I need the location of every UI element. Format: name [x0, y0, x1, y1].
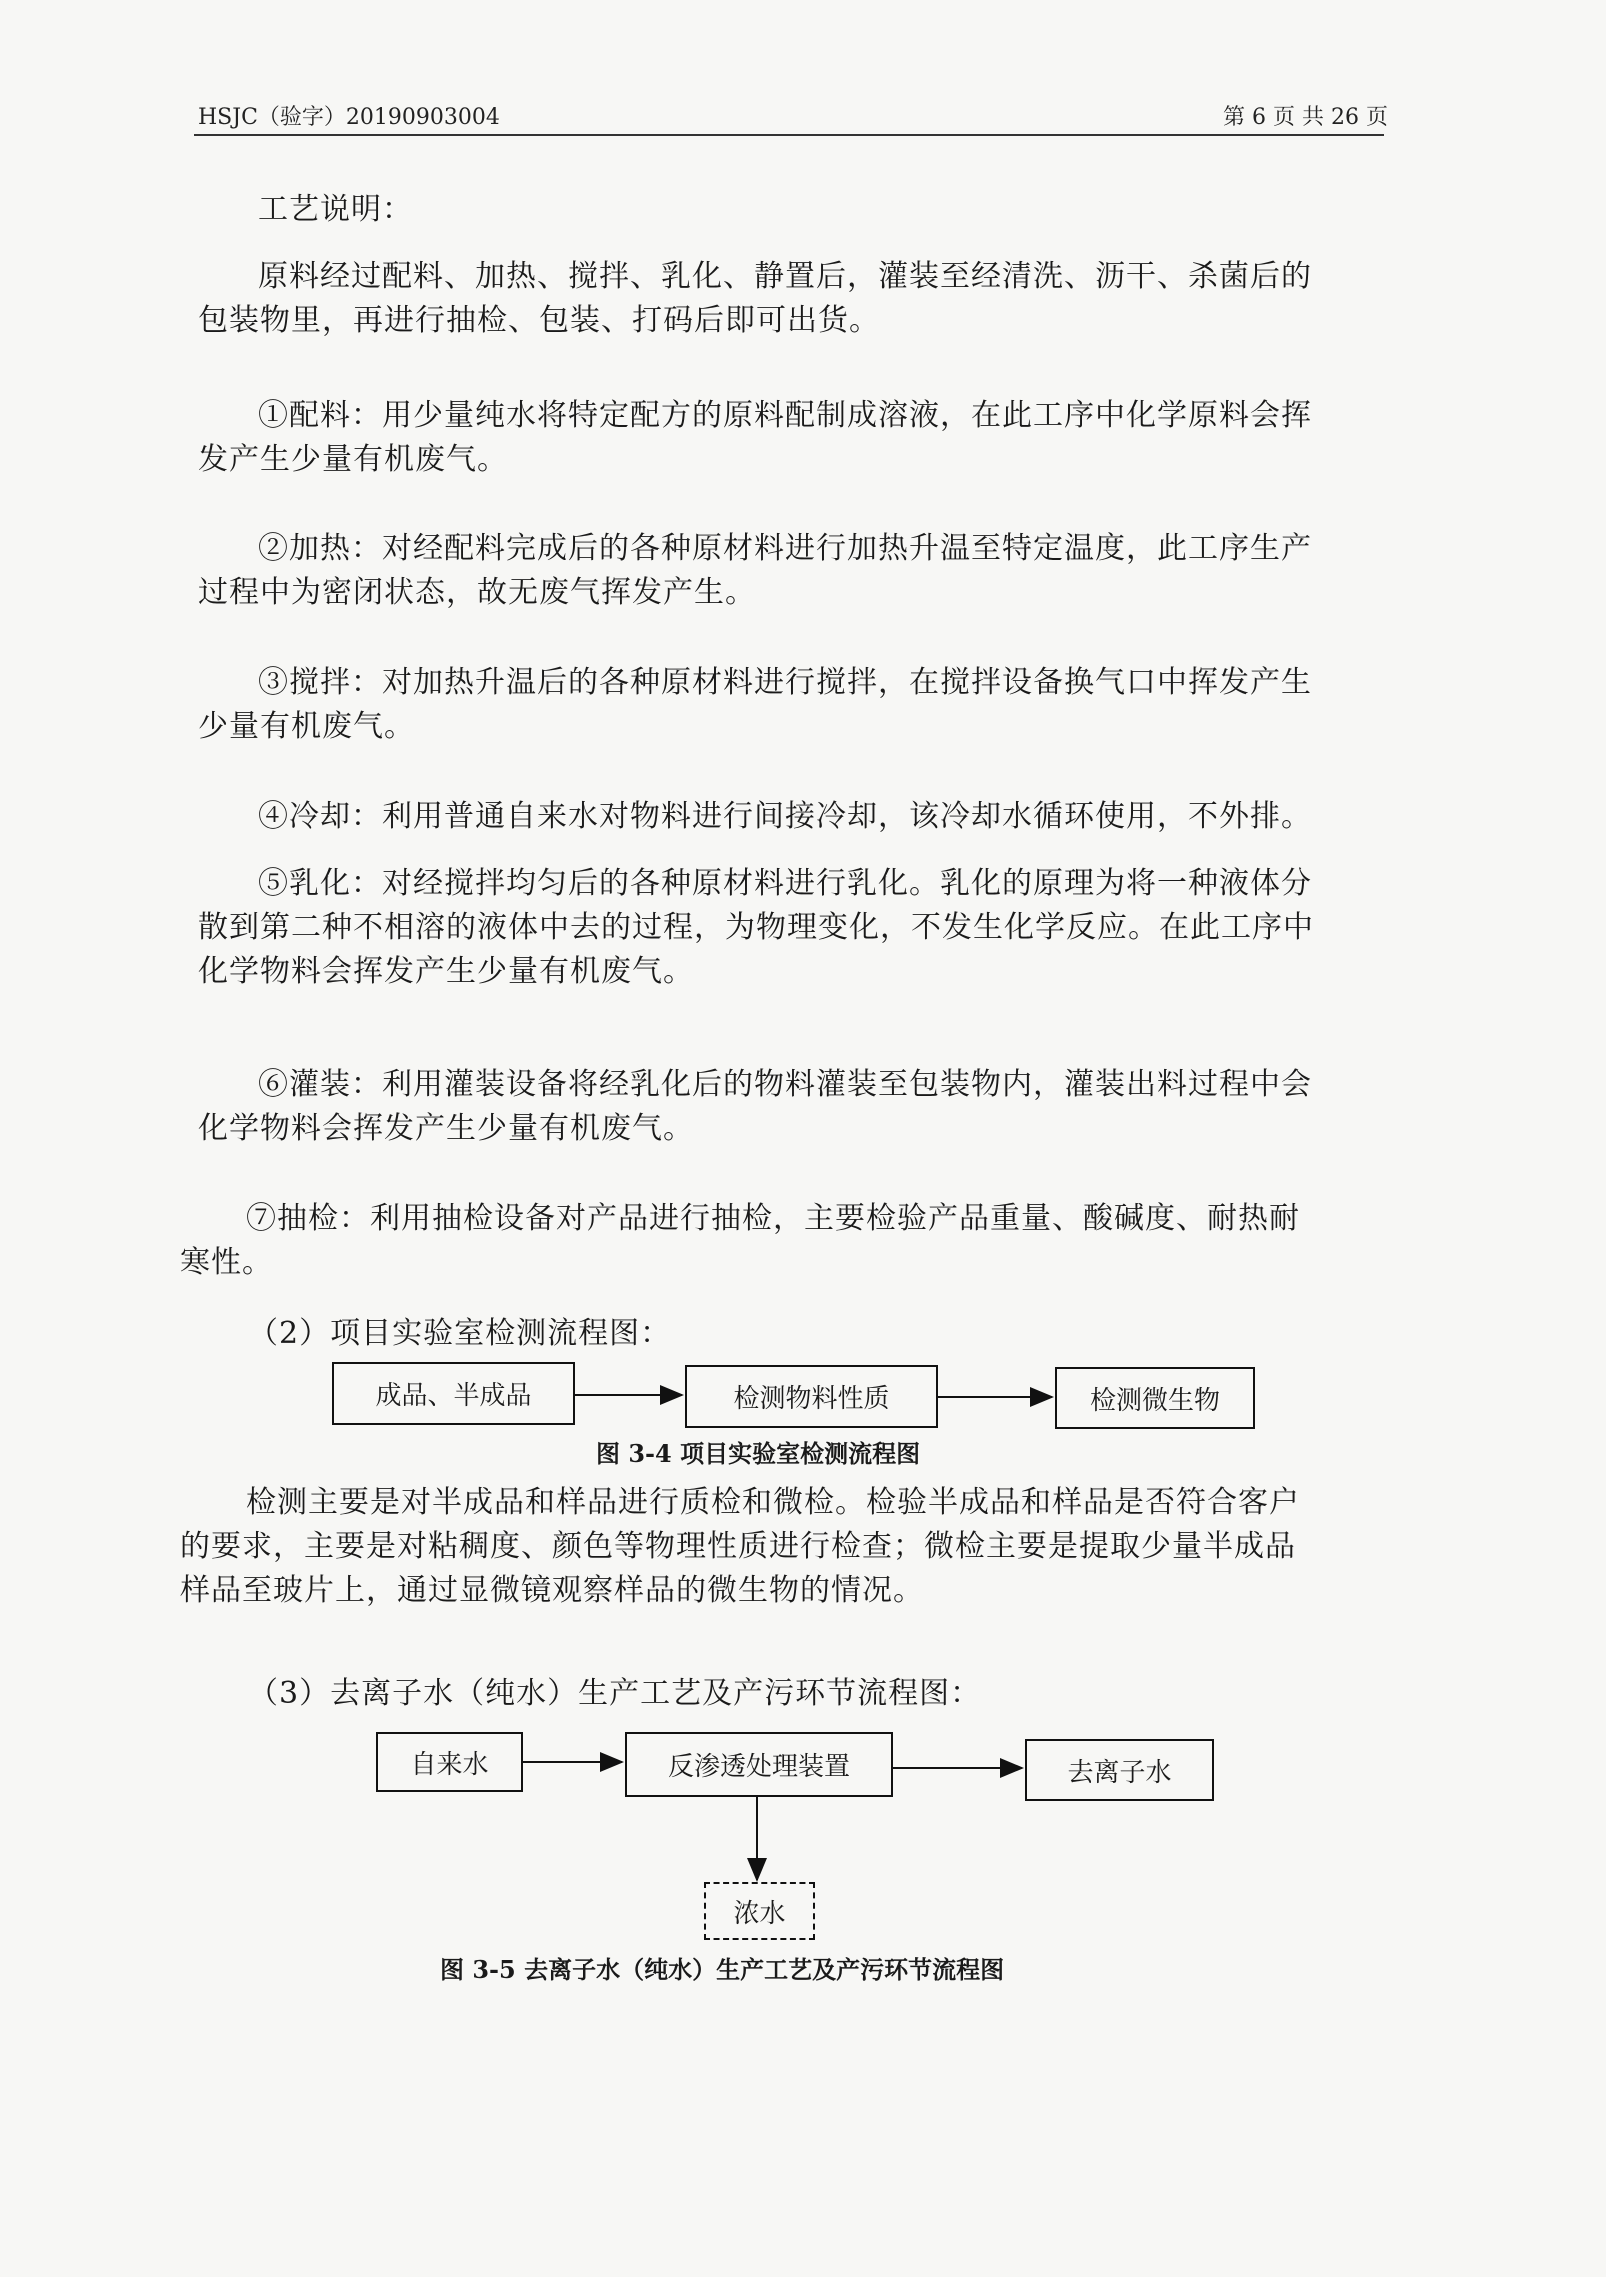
step-line: 散到第二种不相溶的液体中去的过程，为物理变化，不发生化学反应。在此工序中: [198, 910, 1314, 945]
section-heading: （3）去离子水（纯水）生产工艺及产污环节流程图：: [248, 1676, 982, 1711]
intro-line: 原料经过配料、加热、搅拌、乳化、静置后，灌装至经清洗、沥干、杀菌后的: [258, 259, 1312, 294]
step-line: 寒性。: [180, 1245, 273, 1280]
step-line: 发产生少量有机废气。: [198, 442, 508, 477]
flow-node-finished-products: 成品、半成品: [332, 1362, 575, 1425]
intro-line: 包装物里，再进行抽检、包装、打码后即可出货。: [198, 303, 880, 338]
section2-line: 的要求，主要是对粘稠度、颜色等物理性质进行检查；微检主要是提取少量半成品: [180, 1529, 1296, 1564]
step-line: ②加热：对经配料完成后的各种原材料进行加热升温至特定温度，此工序生产: [258, 531, 1312, 566]
section2-line: 样品至玻片上，通过显微镜观察样品的微生物的情况。: [180, 1573, 924, 1608]
document-id: HSJC（验字）20190903004: [198, 105, 500, 130]
page-number: 第 6 页 共 26 页: [1223, 105, 1388, 130]
section2-line: 检测主要是对半成品和样品进行质检和微检。检验半成品和样品是否符合客户: [246, 1485, 1300, 1520]
flow-node-concentrated-water: 浓水: [704, 1882, 815, 1940]
step-line: ④冷却：利用普通自来水对物料进行间接冷却，该冷却水循环使用，不外排。: [258, 799, 1312, 834]
section-heading: （2）项目实验室检测流程图：: [248, 1316, 672, 1351]
step-line: ①配料：用少量纯水将特定配方的原料配制成溶液，在此工序中化学原料会挥: [258, 398, 1312, 433]
step-line: 化学物料会挥发产生少量有机废气。: [198, 1111, 694, 1146]
section-title: 工艺说明：: [258, 192, 413, 227]
flow-node-deionized-water: 去离子水: [1025, 1739, 1214, 1801]
step-line: ⑥灌装：利用灌装设备将经乳化后的物料灌装至包装物内，灌装出料过程中会: [258, 1067, 1312, 1102]
step-line: 过程中为密闭状态，故无废气挥发产生。: [198, 575, 756, 610]
flow-node-reverse-osmosis-unit: 反渗透处理装置: [625, 1732, 893, 1797]
flow-node-tap-water: 自来水: [376, 1732, 523, 1792]
step-line: ⑦抽检：利用抽检设备对产品进行抽检，主要检验产品重量、酸碱度、耐热耐: [246, 1201, 1300, 1236]
step-line: 少量有机废气。: [198, 709, 415, 744]
figure-caption: 图 3-5 去离子水（纯水）生产工艺及产污环节流程图: [440, 1955, 1005, 1984]
flow-node-test-microorganisms: 检测微生物: [1055, 1367, 1255, 1429]
figure-caption: 图 3-4 项目实验室检测流程图: [596, 1439, 921, 1468]
step-line: ③搅拌：对加热升温后的各种原材料进行搅拌，在搅拌设备换气口中挥发产生: [258, 665, 1312, 700]
step-line: ⑤乳化：对经搅拌均匀后的各种原材料进行乳化。乳化的原理为将一种液体分: [258, 866, 1312, 901]
step-line: 化学物料会挥发产生少量有机废气。: [198, 954, 694, 989]
flow-node-test-material-properties: 检测物料性质: [685, 1365, 938, 1428]
section2-paragraph: [180, 1481, 1300, 1613]
